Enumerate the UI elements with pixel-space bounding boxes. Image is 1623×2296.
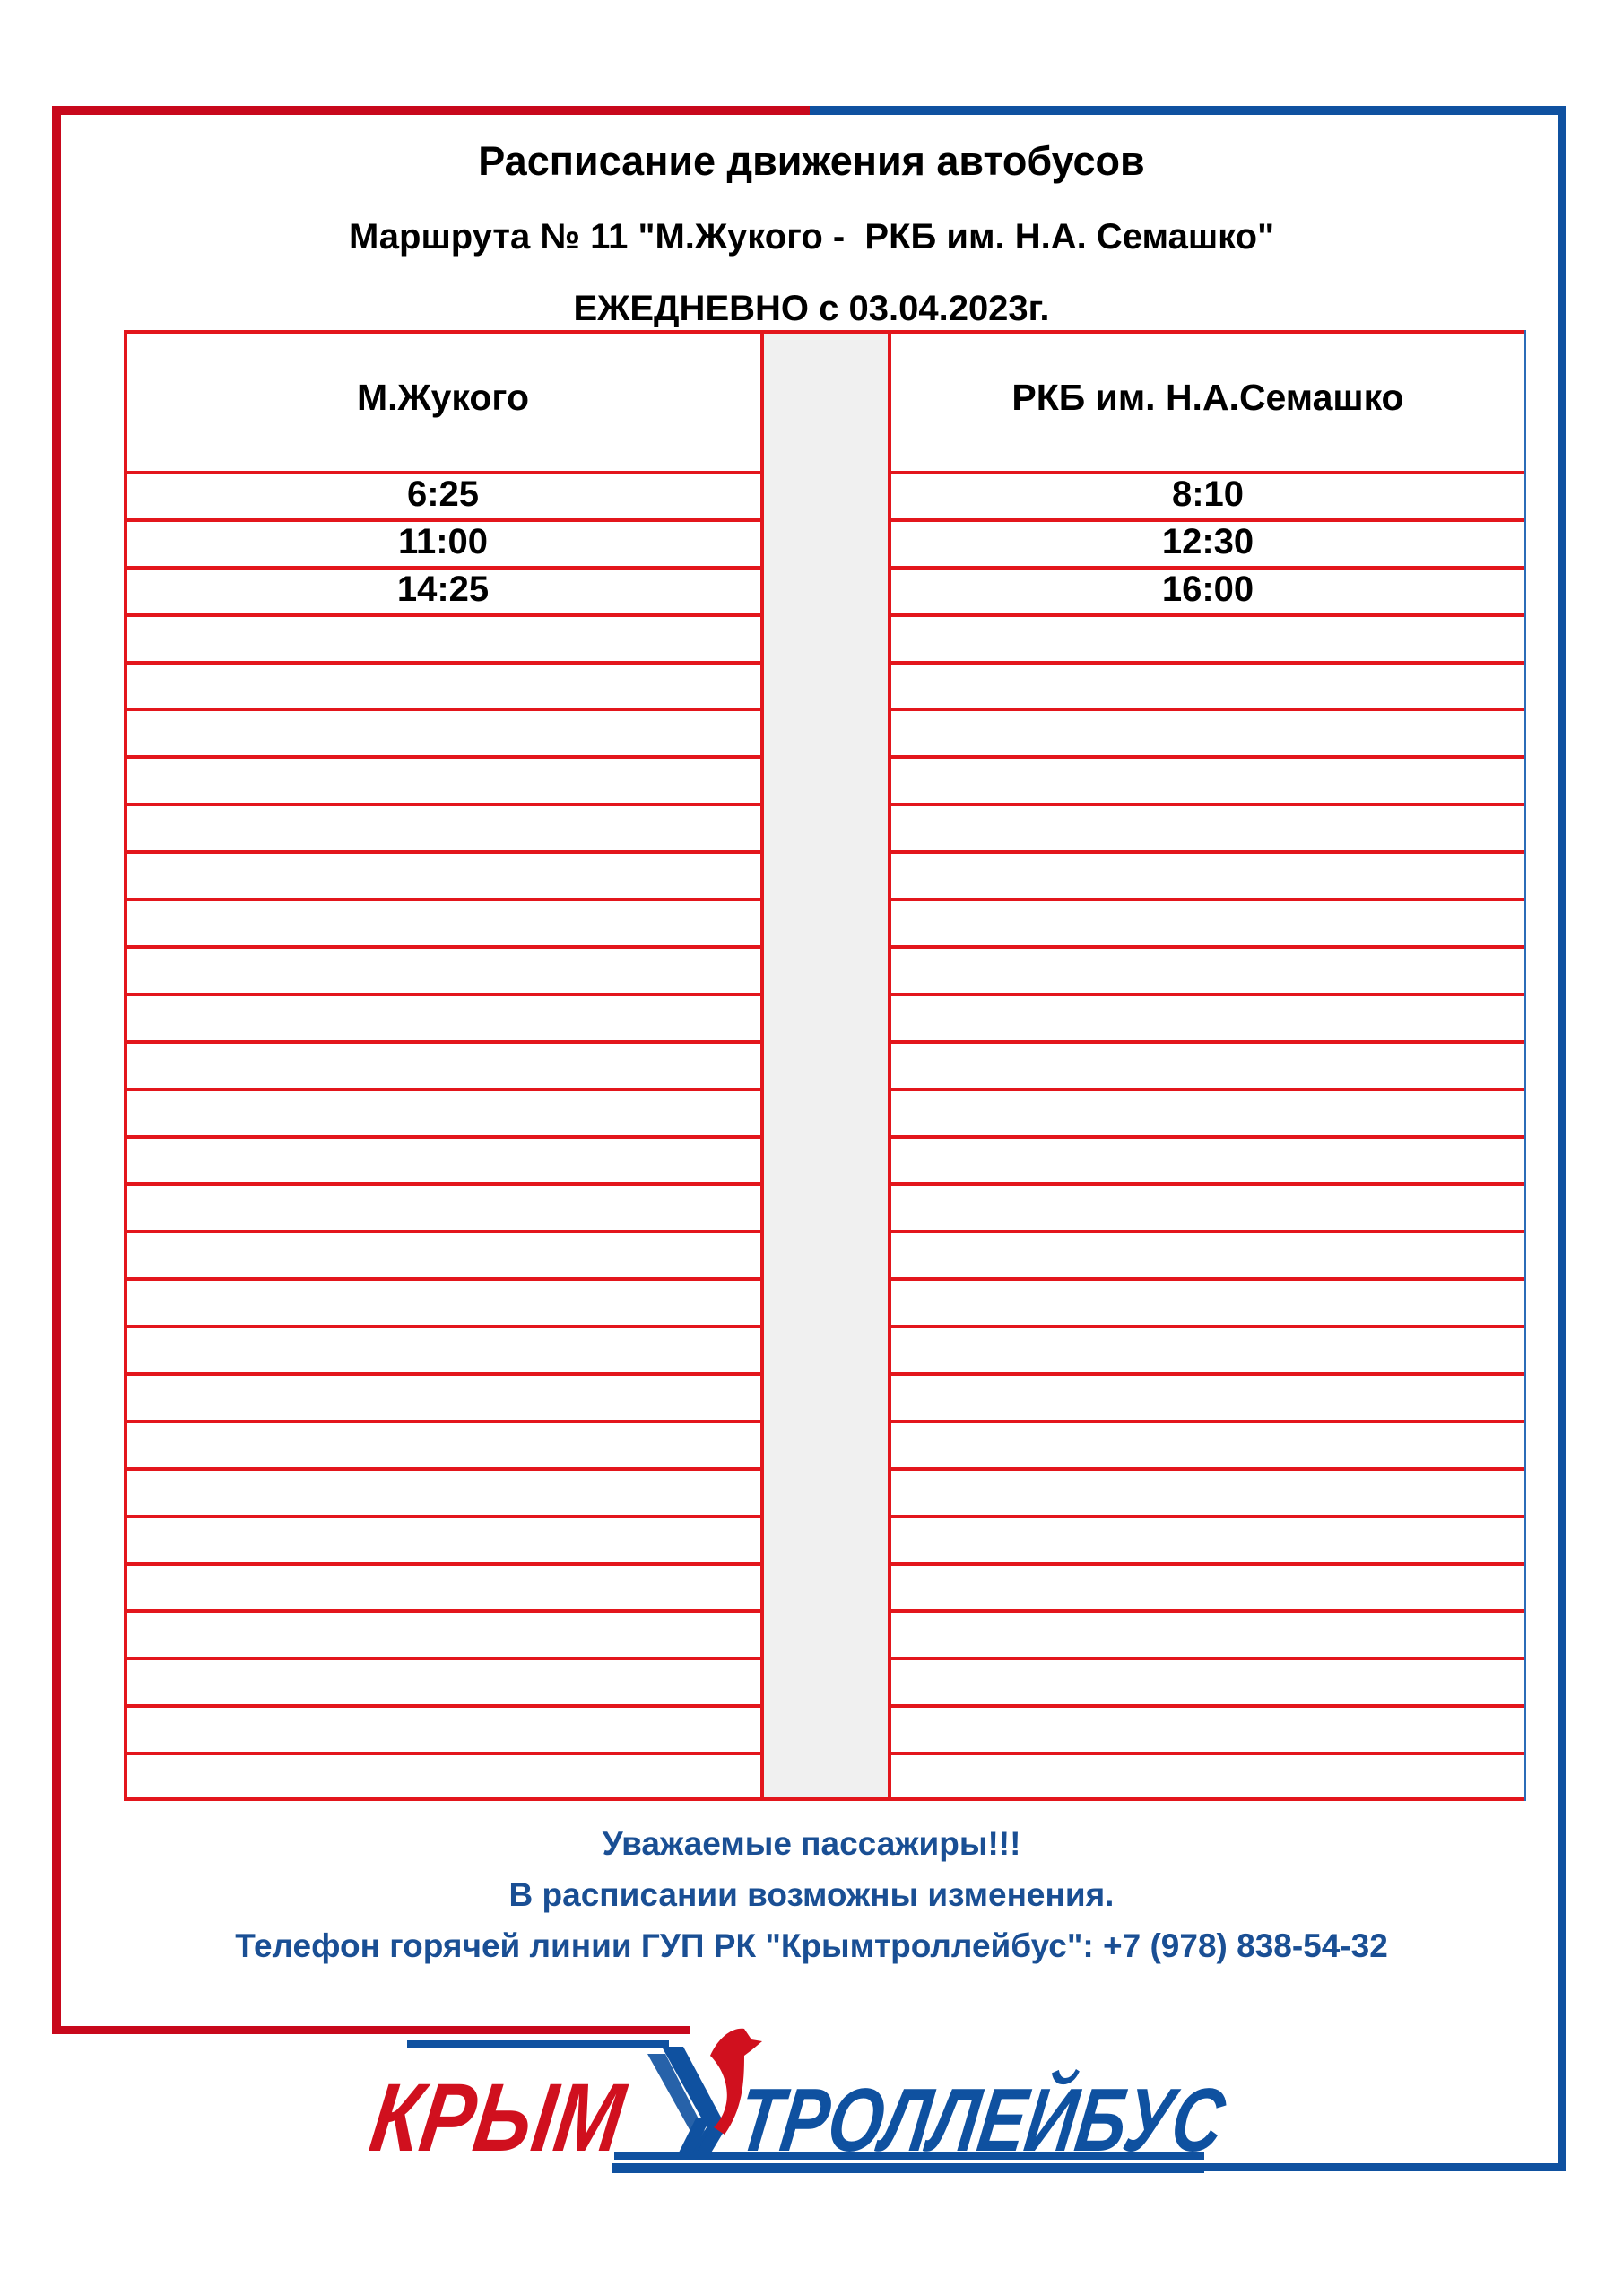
row-line [890,898,1524,901]
row-line [124,1752,762,1755]
row-line [890,1088,1524,1091]
row-line [124,1657,762,1660]
row-line [890,993,1524,996]
row-line [124,1040,762,1044]
time-cell: 11:00 [397,521,489,561]
column-m-zhukogo [124,330,762,1801]
row-line [124,1467,762,1471]
row-line [124,1704,762,1708]
row-line [124,945,762,949]
table-border-left [124,330,127,1801]
notice-changes: В расписании возможны изменения. [508,1876,1115,1913]
table-border-right [1524,330,1526,1801]
row-line [124,518,762,522]
row-line [890,1752,1524,1755]
row-line [890,1372,1524,1376]
row-line [124,993,762,996]
row-line [124,708,762,711]
row-line [890,1325,1524,1328]
column-header: М.Жукого [356,377,529,418]
row-line [890,1562,1524,1566]
row-line [890,1230,1524,1233]
row-line [124,613,762,617]
time-cell: 8:10 [1171,474,1245,514]
row-line [124,1515,762,1518]
row-line [890,1515,1524,1518]
time-cell: 12:30 [1161,521,1254,561]
row-line [890,803,1524,806]
row-line [890,755,1524,759]
table-border-top [124,330,1526,334]
row-line [890,1040,1524,1044]
frame-blue-bottom [1203,2163,1566,2171]
logo-bar-top [407,2040,669,2048]
row-line [124,1325,762,1328]
krymtrolleybus-logo [364,2020,1364,2181]
page-title: Расписание движения автобусов [478,138,1145,184]
row-line [124,1135,762,1139]
frame-red-left [52,106,61,2034]
column-divider [760,330,764,1801]
time-cell: 6:25 [406,474,480,514]
notice-greeting: Уважаемые пассажиры!!! [602,1825,1021,1862]
row-line [890,613,1524,617]
timetable [124,330,1526,1801]
logo-word-trolleybus: ТРОЛЛЕЙБУС [732,2070,1364,2170]
time-cell: 16:00 [1161,569,1254,609]
spacer-column [762,330,890,1801]
frame-red-top [52,106,810,115]
logo-bar-bottom-1 [614,2152,1204,2160]
column-divider [888,330,891,1801]
row-line [890,1609,1524,1613]
row-line [124,1182,762,1186]
column-header: РКБ им. Н.А.Семашко [1011,377,1404,418]
row-line [124,1088,762,1091]
row-line [124,850,762,854]
row-line [124,566,762,570]
row-line [124,1230,762,1233]
row-line [124,1420,762,1423]
row-line [890,1467,1524,1471]
row-line [890,945,1524,949]
table-border-bottom [124,1797,1526,1801]
row-line [124,1562,762,1566]
frame-blue-top [810,106,1566,115]
row-line [124,755,762,759]
row-line [124,1277,762,1281]
notice-hotline: Телефон горячей линии ГУП РК "Крымтроллейбус": +7 (978) 838-54-32 [235,1927,1388,1964]
row-line [124,661,762,665]
row-line [124,898,762,901]
route-subtitle: Маршрута № 11 "М.Жукого - РКБ им. Н.А. Семашко" [348,217,1275,257]
row-line [890,471,1524,474]
row-line [890,708,1524,711]
row-line [124,1372,762,1376]
row-line [890,661,1524,665]
row-line [890,566,1524,570]
row-line [890,1420,1524,1423]
row-line [890,518,1524,522]
logo-word-krym: КРЫМ [364,2063,681,2171]
row-line [890,1277,1524,1281]
logo-bar-bottom-2 [612,2163,1204,2173]
row-line [124,1609,762,1613]
row-line [890,1704,1524,1708]
column-rkb-semashko [890,330,1526,1801]
row-line [890,1135,1524,1139]
row-line [124,803,762,806]
row-line [890,1182,1524,1186]
row-line [890,850,1524,854]
row-line [124,471,762,474]
time-cell: 14:25 [396,569,490,609]
row-line [890,1657,1524,1660]
schedule-date: ЕЖЕДНЕВНО с 03.04.2023г. [573,289,1050,328]
